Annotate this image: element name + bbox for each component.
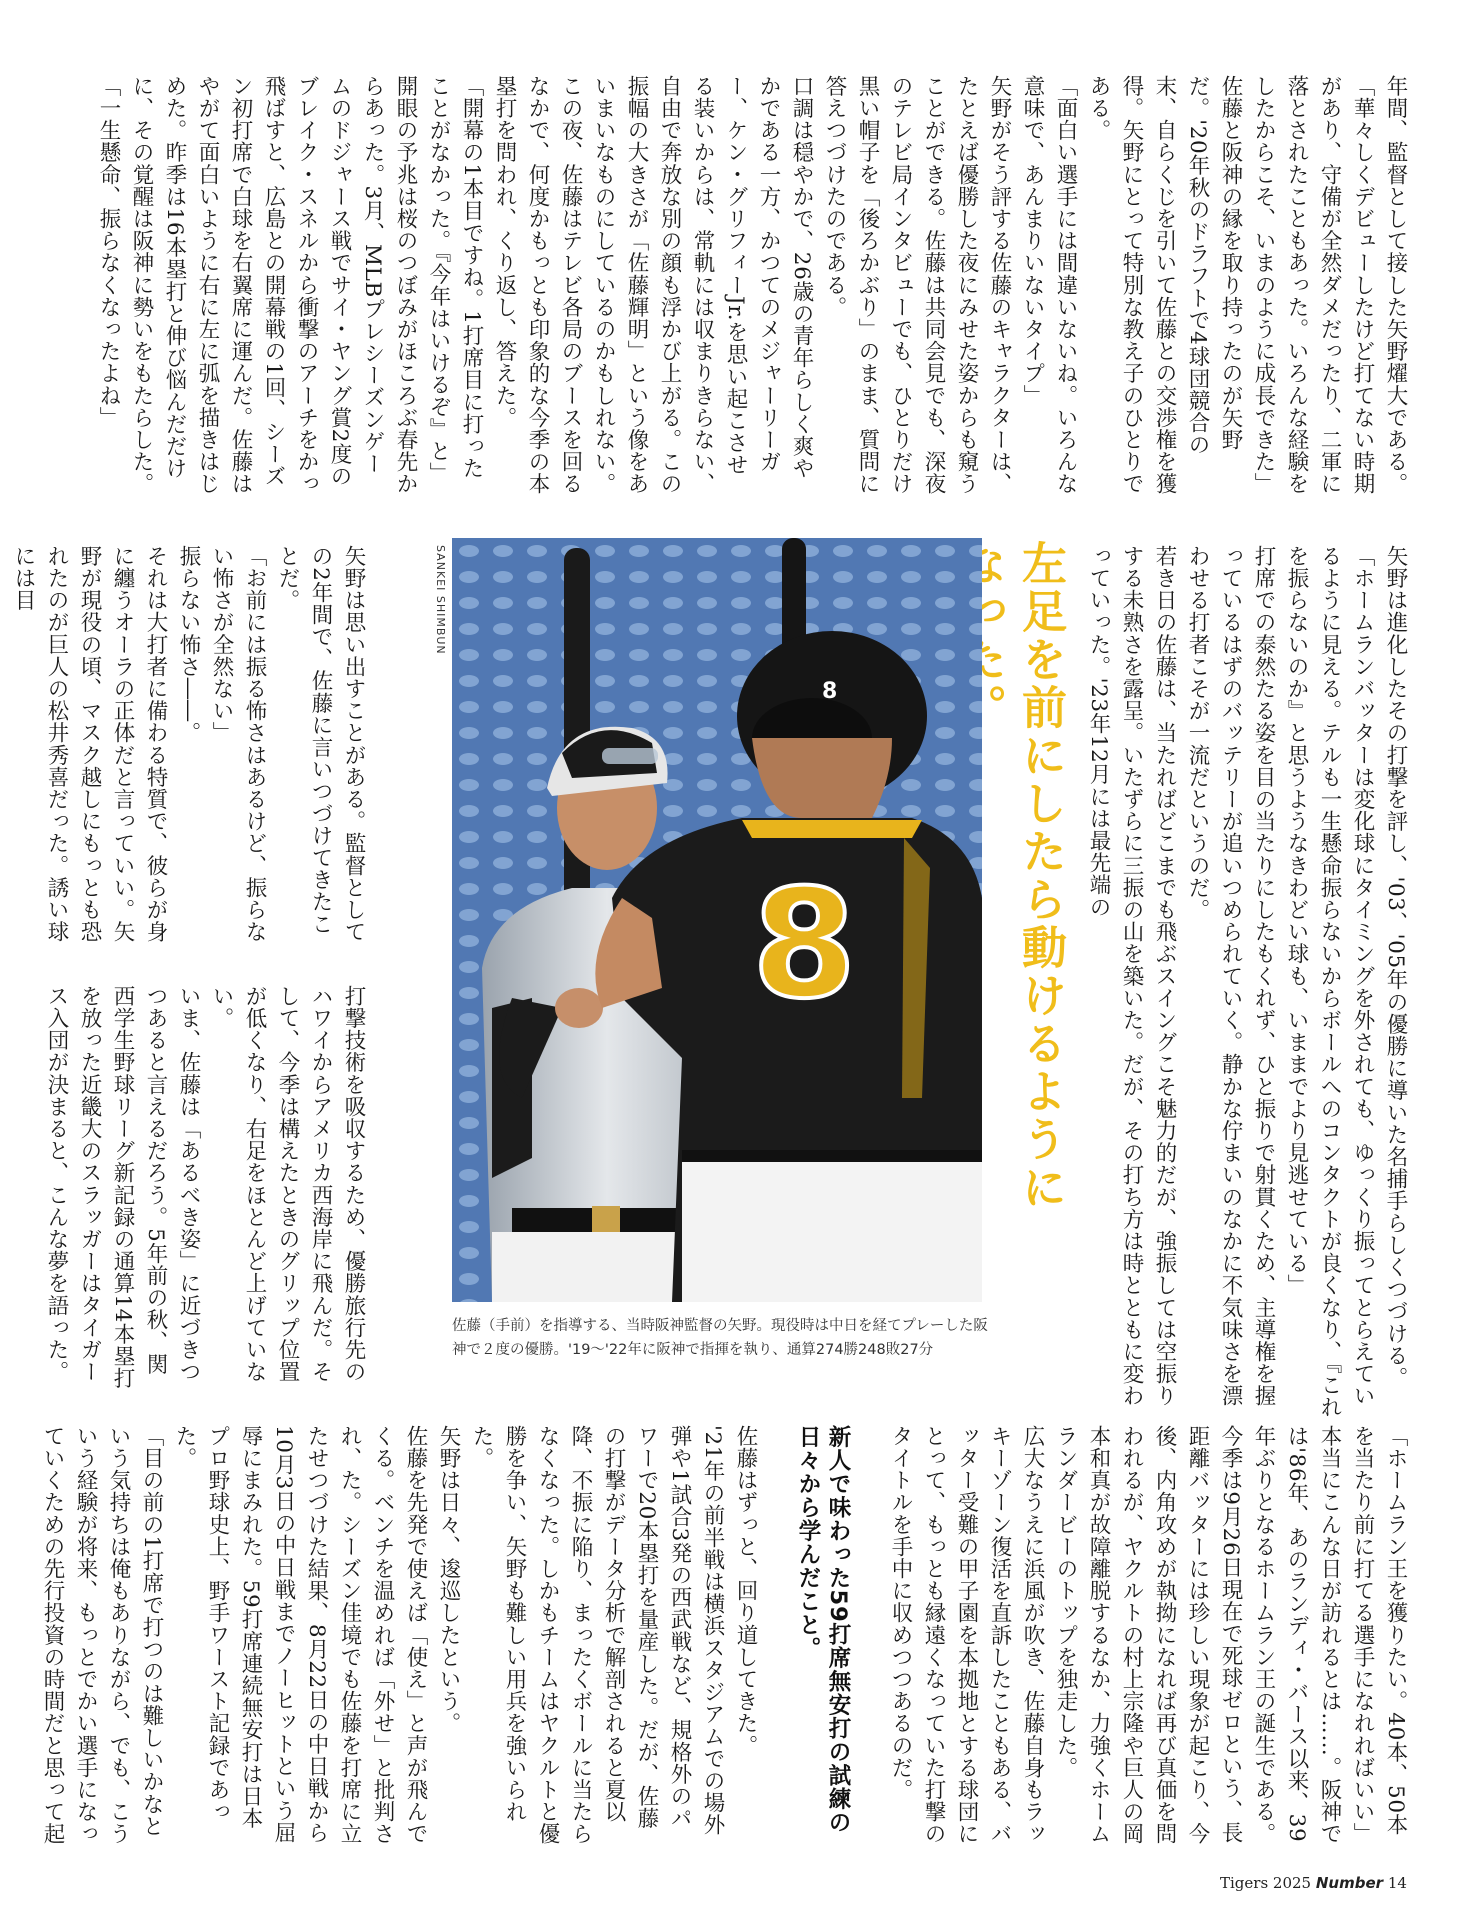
pull-quote-headline: 左足を前にしたら動けるように	[1014, 540, 1067, 1212]
photo-illustration	[452, 538, 982, 1302]
helmet-number: 8	[822, 679, 838, 704]
photo-credit: SANKEI SHIMBUN	[434, 545, 447, 655]
article-column-left-lower: 打撃技術を吸収するため、優勝旅行先のハワイからアメリカ西海岸に飛んだ。そして、今季は構えたときのグリップ位置が低くなり、右足をほとんど上げていない。 いま、佐藤は「あるべき姿」に近づきつつあると言えるだろう。5年前の秋、関西学生野球リーグ新記録の通算14本塁打を放った近畿大のスラッガーはタイガース入団が決まると、こんな夢を語った。	[44, 985, 366, 1390]
brand-logo: Number	[1315, 1874, 1384, 1892]
article-column-top: 年間、監督として接した矢野燿大である。 「華々しくデビューしたけど打てない時期があり、守備が全然ダメだったり、二軍に落とされたこともあった。いろんな経験をしたからこそ、いまのように成長できた」 佐藤と阪神の縁を取り持ったのが矢野だ。'20年秋のドラフトで4球団競合の末、自らくじを引いて佐藤との交渉権を獲得。矢野にとって特別な教え子のひとりである。 「面白い選手には間違いないね。いろんな意味で、あんまりいないタイプ」 矢野がそう評する佐藤のキャラクターは、たとえば優勝した夜にみせた姿からも窺うことができる。佐藤は共同会見でも、深夜のテレビ局インタビューでも、ひとりだけ黒い帽子を「後ろかぶり」のまま、質問に答えつづけたのである。 口調は穏やかで、26歳の青年らしく爽やかである一方、かつてのメジャーリーガー、ケン・グリフィーJr.を思い起こさせる装いからは、常軌には収まりきらない、自由で奔放な別の顔も浮かび上がる。この振幅の大きさが「佐藤輝明」という像をあいまいなものにしているのかもしれない。 この夜、佐藤はテレビ各局のブースを回るなかで、何度かもっとも印象的な今季の本塁打を問われ、くり返し、答えた。 「開幕の1本目ですね。1打席目に打ったことがなかった。『今年はいけるぞ』と」 開眼の予兆は桜のつぼみがほころぶ春先からあった。3月、MLBプレシーズンゲームのドジャース戦でサイ・ヤング賞2度のブレイク・スネルから衝撃のアーチをかっ飛ばすと、広島との開幕戦の1回、シーズン初打席で白球を右翼席に運んだ。佐藤はやがて面白いように右に左に弧を描きはじめた。昨季は16本塁打と伸び悩んだだけに、その覚醒は阪神に勢いをもたらした。 「一生懸命、振らなくなったよね」	[96, 75, 1408, 495]
article-column-left-upper: 矢野は思い出すことがある。監督としての2年間で、佐藤に言いつづけてきたことだ。 「お前には振る怖さはあるけど、振らない怖さが全然ない」 振らない怖さ――。 それは大打者に備わる特質で、彼らが身に纏うオーラの正体だと言っていい。矢野が現役の頃、マスク越しにもっとも恐れたのが巨人の松井秀喜だった。誘い球には目	[11, 545, 366, 943]
magazine-title: Tigers 2025	[1220, 1874, 1312, 1892]
article-photo	[452, 538, 982, 1302]
page-number: 14	[1387, 1874, 1407, 1892]
jersey-number: 8	[752, 858, 857, 1032]
article-column-bottom-right: 「ホームラン王を獲りたい。40本、50本を当たり前に打てる選手になれればいい」 本当にこんな日が訪れるとは……。阪神では'86年、あのランディ・バース以来、39年ぶりとなるホームラン王の誕生である。 今季は9月26日現在で死球ゼロという、長距離バッターには珍しい現象が起こり、今後、内角攻めが執拗になれば再び真価を問われるが、ヤクルトの村上宗隆や巨人の岡本和真が故障離脱するなか、力強くホームランダービーのトップを独走した。 広大なうえに浜風が吹き、佐藤自身もラッキーゾーン復活を直訴したこともある、バッター受難の甲子園を本拠地とする球団にとって、もっとも縁遠くなっていた打撃のタイトルを手中に収めつつあるのだ。	[888, 1425, 1408, 1845]
photo-caption: 佐藤（手前）を指導する、当時阪神監督の矢野。現役時は中日を経てプレーした阪神で２度の優勝。'19～'22年に阪神で指揮を執り、通算274勝248敗27分	[452, 1318, 988, 1358]
article-column-right: 矢野は進化したその打撃を評し、'03、'05年の優勝に導いた名捕手らしくつづける。 「ホームランバッターは変化球にタイミングを外されても、ゆっくり振ってとらえているように見える。テルも一生懸命振らないからボールへのコンタクトが良くなり、『これを振らないのか』と思うようなきわどい球も、いままでより見逃せている」 打席での泰然たる姿を目の当たりにしたもくれず、ひと振りで射貫くため、主導権を握っているはずのバッテリーが追いつめられていく。静かな佇まいのなかに不気味さを漂わせる打者こそが一流だというのだ。 若き日の佐藤は、当たればどこまでも飛ぶスイングこそ魅力的だが、強振しては空振りする未熟さを露呈。いたずらに三振の山を築いた。だが、その打ち方は時とともに変わっていった。'23年12月には最先端の	[1086, 545, 1408, 1419]
article-column-bottom-left: 佐藤はずっと、回り道してきた。 '21年の前半戦は横浜スタジアムでの場外弾や1試合3発の西武戦など、規格外のパワーで20本塁打を量産した。だが、佐藤の打撃がデータ分析で解剖されると夏以降、不振に陥り、まったくボールに当たらなくなった。しかもチームはヤクルトと優勝を争い、矢野も難しい用兵を強いられた。 矢野は日々、逡巡したという。 佐藤を先発で使えば「使え」と声が飛んでくる。ベンチを温めれば「外せ」と批判され、た。シーズン佳境でも佐藤を打席に立たせつづけた結果、8月22日の中日戦から10月3日の中日戦までノーヒットという屈辱にまみれた。59打席連続無安打は日本プロ野球史上、野手ワースト記録であった。 「目の前の1打席で打つのは難しいかなという気持ちは俺もありながら、でも、こういう経験が将来、もっとでかい選手になっていくための先行投資の時間だと思って起	[40, 1425, 758, 1845]
section-subheading: 新人で味わった59打席無安打の試練の日々から学んだこと。	[795, 1425, 851, 1835]
page-footer	[1220, 1874, 1407, 1892]
